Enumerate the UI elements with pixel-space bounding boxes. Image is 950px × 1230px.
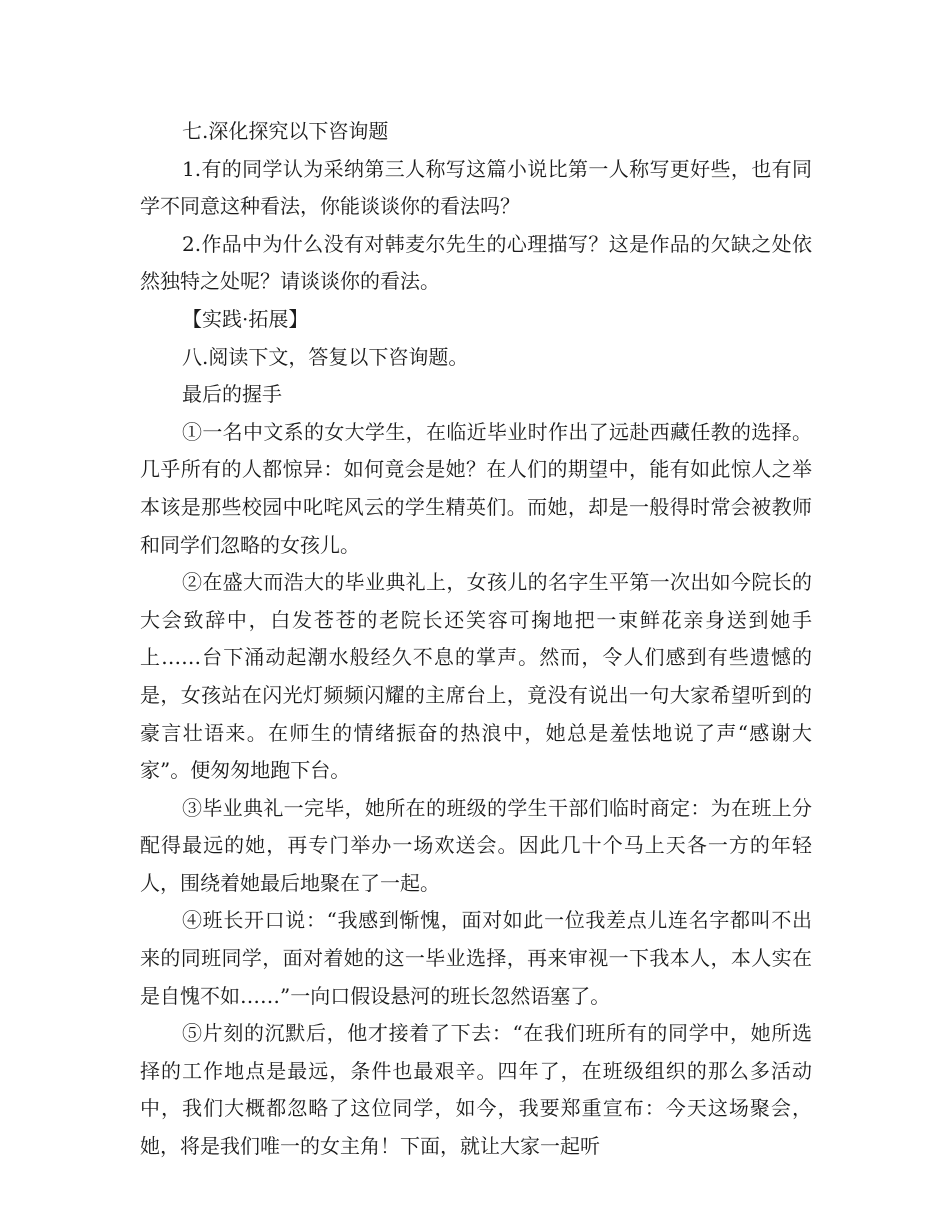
story-title: 最后的握手 <box>182 382 282 407</box>
section-heading-8: 八.阅读下文，答复以下咨询题。 <box>182 344 469 369</box>
document-body <box>140 113 812 1166</box>
section-heading-7: 七.深化探究以下咨询题 <box>182 119 389 143</box>
question-1: 1.有的同学认为采纳第三人称写这篇小说比第一人称写更好些，也有同学不同意这种看法，你能谈谈你的看法吗？ <box>140 156 812 219</box>
story-paragraph-4: ④班长开口说：“我感到惭愧，面对如此一位我差点儿连名字都叫不出来的同班同学，面对着她的这一毕业选择，再来审视一下我本人，本人实在是自愧不如……”一向口假设悬河的班长忽然语塞了。 <box>140 908 812 1008</box>
story-paragraph-3: ③毕业典礼一完毕，她所在的班级的学生干部们临时商定：为在班上分配得最远的她，再专门举办一场欢送会。因此几十个马上天各一方的年轻人，围绕着她最后地聚在了一起。 <box>140 795 812 895</box>
story-paragraph-2: ②在盛大而浩大的毕业典礼上，女孩儿的名字生平第一次出如今院长的大会致辞中，白发苍苍的老院长还笑容可掬地把一束鲜花亲身送到她手上……台下涌动起潮水般经久不息的掌声。然而，令人们感到有些遗憾的是，女孩站在闪光灯频频闪耀的主席台上，竟没有说出一句大家希望听到的豪言壮语来。在师生的情绪振奋的热浪中，她总是羞怯地说了声“感谢大家”。便匆匆地跑下台。 <box>140 570 812 783</box>
question-2: 2.作品中为什么没有对韩麦尔先生的心理描写？这是作品的欠缺之处依然独特之处呢？请谈谈你的看法。 <box>140 231 812 294</box>
story-paragraph-5: ⑤片刻的沉默后，他才接着了下去：“在我们班所有的同学中，她所选择的工作地点是最远，条件也最艰辛。四年了，在班级组织的那么多活动中，我们大概都忽略了这位同学，如今，我要郑重宣布：今天这场聚会，她，将是我们唯一的女主角！下面，就让大家一起听 <box>140 1021 812 1159</box>
story-paragraph-1: ①一名中文系的女大学生，在临近毕业时作出了远赴西藏任教的选择。几乎所有的人都惊异：如何竟会是她？在人们的期望中，能有如此惊人之举本该是那些校园中叱咤风云的学生精英们。而她，却是一般得时常会被教师和同学们忽略的女孩儿。 <box>140 419 812 557</box>
practice-section-label: 【实践·拓展】 <box>182 306 309 331</box>
